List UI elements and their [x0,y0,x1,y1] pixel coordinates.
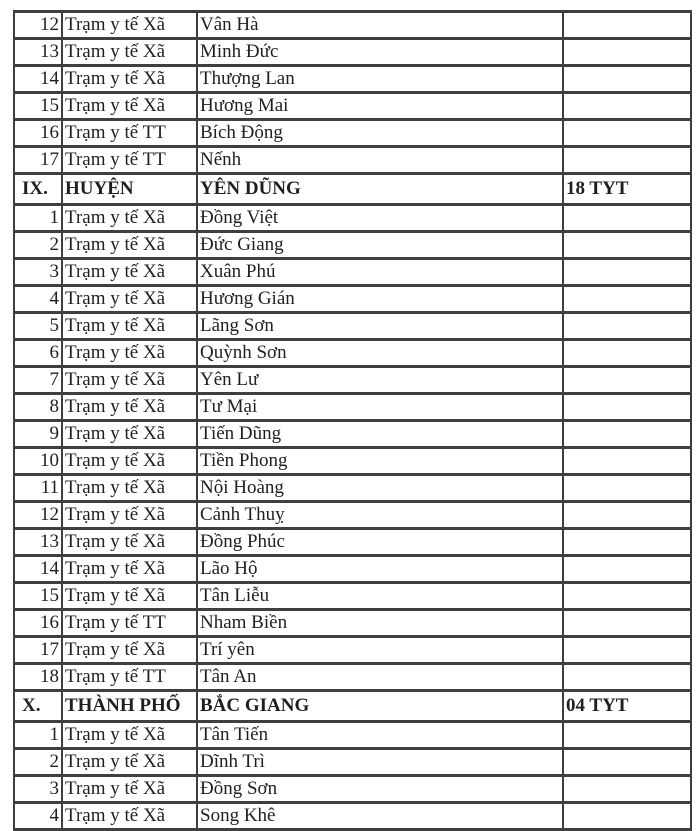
row-number: 7 [14,367,62,394]
station-name: Tân An [197,664,563,691]
station-type: Trạm y tế Xã [62,502,197,529]
section-numeral: IX. [14,174,62,205]
row-number: 2 [14,749,62,776]
station-type: Trạm y tế Xã [62,232,197,259]
station-type: Trạm y tế Xã [62,340,197,367]
station-count-cell [563,39,691,66]
station-count-cell [563,776,691,803]
station-type: Trạm y tế Xã [62,749,197,776]
station-count-cell [563,205,691,232]
station-type: Trạm y tế Xã [62,421,197,448]
row-number: 3 [14,776,62,803]
station-type: Trạm y tế Xã [62,12,197,39]
station-count-cell [563,664,691,691]
row-number: 15 [14,93,62,120]
row-number: 6 [14,340,62,367]
station-count-cell [563,529,691,556]
station-type: Trạm y tế Xã [62,776,197,803]
section-level-label: HUYỆN [62,174,197,205]
section-tyt-count: 04 TYT [563,691,691,722]
station-name: Minh Đức [197,39,563,66]
table-row [14,12,691,39]
section-header-row [14,691,691,722]
station-count-cell [563,12,691,39]
section-tyt-count: 18 TYT [563,174,691,205]
station-type: Trạm y tế Xã [62,637,197,664]
station-count-cell [563,749,691,776]
table-row [14,39,691,66]
station-name: Đức Giang [197,232,563,259]
station-name: Song Khê [197,803,563,830]
station-type: Trạm y tế Xã [62,394,197,421]
station-count-cell [563,803,691,830]
table-row [14,722,691,749]
station-name: Dĩnh Trì [197,749,563,776]
station-type: Trạm y tế TT [62,120,197,147]
station-name: Cảnh Thuỵ [197,502,563,529]
station-count-cell [563,340,691,367]
station-name: Vân Hà [197,12,563,39]
station-name: Hương Mai [197,93,563,120]
row-number: 10 [14,448,62,475]
row-number: 8 [14,394,62,421]
station-type: Trạm y tế Xã [62,39,197,66]
station-name: Bích Động [197,120,563,147]
table-row [14,120,691,147]
station-name: Quỳnh Sơn [197,340,563,367]
station-name: Lãng Sơn [197,313,563,340]
row-number: 1 [14,205,62,232]
station-type: Trạm y tế Xã [62,286,197,313]
station-name: Nếnh [197,147,563,174]
station-count-cell [563,637,691,664]
row-number: 17 [14,637,62,664]
station-count-cell [563,583,691,610]
table-row [14,610,691,637]
table-row [14,475,691,502]
table-row [14,421,691,448]
station-name: Tư Mại [197,394,563,421]
station-type: Trạm y tế Xã [62,448,197,475]
station-type: Trạm y tế Xã [62,722,197,749]
station-type: Trạm y tế Xã [62,66,197,93]
station-name: Tiến Dũng [197,421,563,448]
table-row [14,502,691,529]
table-row [14,259,691,286]
table-row [14,448,691,475]
table-row [14,93,691,120]
row-number: 4 [14,286,62,313]
station-count-cell [563,232,691,259]
table-row [14,394,691,421]
station-type: Trạm y tế Xã [62,205,197,232]
station-name: Đồng Sơn [197,776,563,803]
table-row [14,529,691,556]
station-name: Tân Tiến [197,722,563,749]
station-count-cell [563,120,691,147]
table-row [14,776,691,803]
row-number: 15 [14,583,62,610]
table-row [14,340,691,367]
section-level-label: THÀNH PHỐ [62,691,197,722]
station-name: Lão Hộ [197,556,563,583]
row-number: 12 [14,12,62,39]
station-count-cell [563,286,691,313]
row-number: 9 [14,421,62,448]
row-number: 1 [14,722,62,749]
row-number: 14 [14,66,62,93]
station-count-cell [563,448,691,475]
section-numeral: X. [14,691,62,722]
station-count-cell [563,259,691,286]
station-name: Đồng Việt [197,205,563,232]
table-row [14,556,691,583]
section-title: BẮC GIANG [197,691,563,722]
table-row [14,803,691,830]
station-count-cell [563,421,691,448]
station-count-cell [563,394,691,421]
station-type: Trạm y tế TT [62,664,197,691]
row-number: 16 [14,120,62,147]
station-count-cell [563,502,691,529]
station-name: Trí yên [197,637,563,664]
table-body [14,12,691,830]
table-row [14,367,691,394]
table-row [14,205,691,232]
station-count-cell [563,147,691,174]
station-count-cell [563,556,691,583]
table-row [14,147,691,174]
table-row [14,749,691,776]
table-row [14,664,691,691]
station-name: Đồng Phúc [197,529,563,556]
station-type: Trạm y tế Xã [62,367,197,394]
station-count-cell [563,475,691,502]
station-count-cell [563,66,691,93]
station-count-cell [563,93,691,120]
station-type: Trạm y tế TT [62,610,197,637]
station-name: Thượng Lan [197,66,563,93]
station-count-cell [563,610,691,637]
station-type: Trạm y tế Xã [62,259,197,286]
station-name: Nham Biền [197,610,563,637]
table-row [14,286,691,313]
station-count-cell [563,367,691,394]
station-name: Nội Hoàng [197,475,563,502]
section-header-row [14,174,691,205]
station-type: Trạm y tế Xã [62,803,197,830]
station-name: Tân Liễu [197,583,563,610]
station-count-cell [563,722,691,749]
station-name: Yên Lư [197,367,563,394]
station-type: Trạm y tế Xã [62,475,197,502]
table-row [14,66,691,93]
row-number: 17 [14,147,62,174]
row-number: 11 [14,475,62,502]
section-title: YÊN DŨNG [197,174,563,205]
row-number: 5 [14,313,62,340]
document-body [13,10,690,831]
table-row [14,313,691,340]
station-type: Trạm y tế Xã [62,529,197,556]
row-number: 14 [14,556,62,583]
station-name: Xuân Phú [197,259,563,286]
station-count-cell [563,313,691,340]
row-number: 3 [14,259,62,286]
row-number: 18 [14,664,62,691]
table-row [14,637,691,664]
station-type: Trạm y tế Xã [62,583,197,610]
station-type: Trạm y tế Xã [62,556,197,583]
row-number: 12 [14,502,62,529]
row-number: 13 [14,39,62,66]
row-number: 4 [14,803,62,830]
table-row [14,232,691,259]
row-number: 13 [14,529,62,556]
station-type: Trạm y tế Xã [62,313,197,340]
station-name: Tiền Phong [197,448,563,475]
station-type: Trạm y tế Xã [62,93,197,120]
station-name: Hương Gián [197,286,563,313]
health-stations-table [13,10,692,831]
table-row [14,583,691,610]
row-number: 16 [14,610,62,637]
station-type: Trạm y tế TT [62,147,197,174]
row-number: 2 [14,232,62,259]
